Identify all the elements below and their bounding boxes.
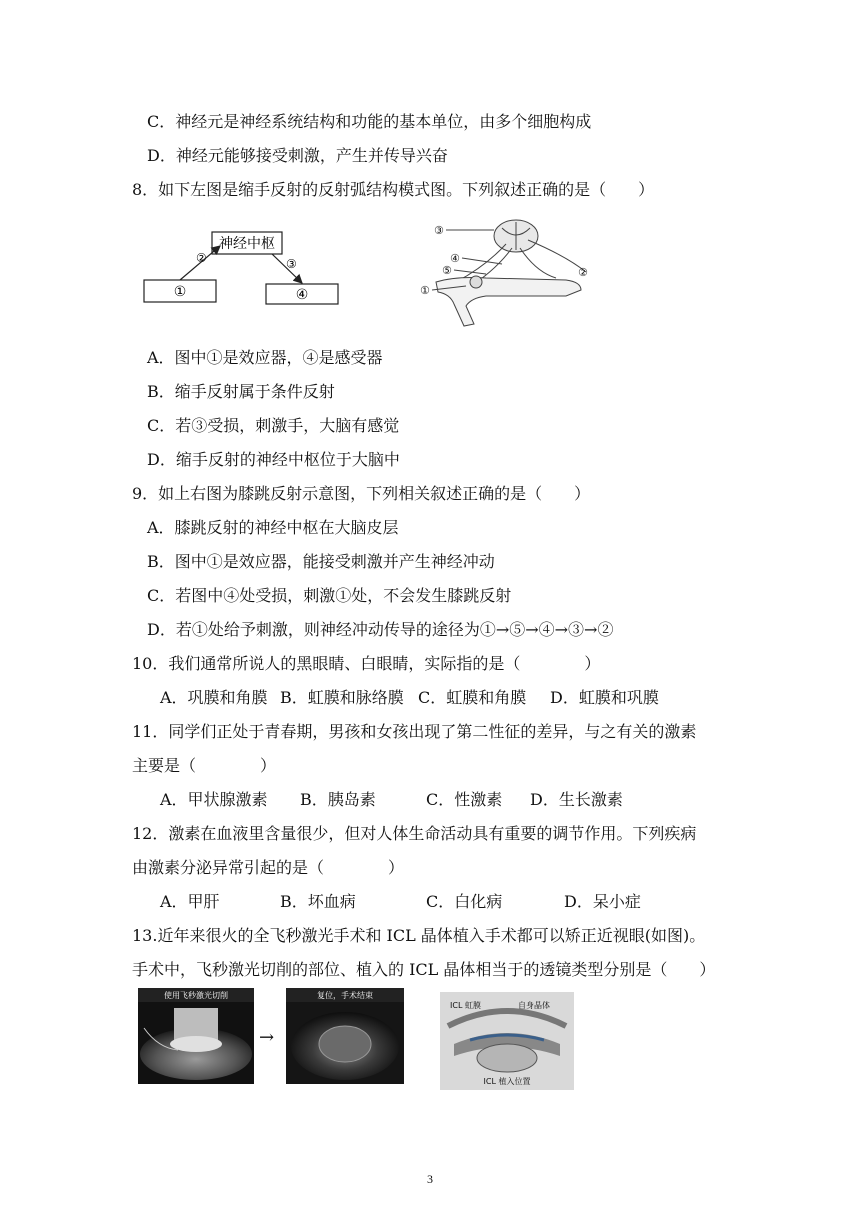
q11-options	[160, 790, 623, 810]
icl-implant-diagram	[440, 992, 574, 1090]
knee-label-3: ③	[434, 224, 444, 237]
knee-label-1: ①	[420, 284, 430, 297]
label-1: ①	[173, 284, 187, 300]
q10-option-b: B．虹膜和脉络膜	[280, 688, 404, 707]
q8-option-d: D．缩手反射的神经中枢位于大脑中	[147, 450, 400, 469]
img3-label-position: ICL 植入位置	[483, 1077, 531, 1086]
femtosecond-laser-image	[138, 988, 254, 1084]
q10-options	[160, 688, 659, 708]
q12-option-d: D．呆小症	[564, 892, 641, 911]
img2-caption: 复位，手术结束	[317, 991, 373, 1000]
reflex-arc-diagram	[140, 228, 350, 310]
q7-option-d: D．神经元能够接受刺激，产生并传导兴奋	[147, 146, 448, 165]
img3-label-iris: ICL 虹膜	[450, 1001, 481, 1010]
q8-stem: 8．如下左图是缩手反射的反射弧结构模式图。下列叙述正确的是（ ）	[132, 180, 655, 199]
q12-stem-line2: 由激素分泌异常引起的是（ ）	[132, 858, 405, 877]
q9-stem: 9．如上右图为膝跳反射示意图，下列相关叙述正确的是（ ）	[132, 484, 591, 503]
nerve-center-label: 神经中枢	[219, 236, 275, 252]
q13-stem-line1: 13.近年来很火的全飞秒激光手术和 ICL 晶体植入手术都可以矫正近视眼(如图)。	[132, 926, 706, 945]
q11-option-b: B．胰岛素	[300, 790, 376, 809]
q10-option-c: C．虹膜和角膜	[418, 688, 527, 707]
q8-option-b: B．缩手反射属于条件反射	[147, 382, 335, 401]
label-3: ③	[286, 257, 297, 271]
q8-option-a: A．图中①是效应器，④是感受器	[147, 348, 383, 367]
q10-stem: 10．我们通常所说人的黑眼睛、白眼睛，实际指的是（ ）	[132, 654, 601, 673]
q11-option-c: C．性激素	[426, 790, 503, 809]
q11-option-a: A．甲状腺激素	[160, 790, 268, 809]
knee-label-2: ②	[578, 266, 588, 279]
q12-options	[160, 892, 641, 912]
q10-option-a: A．巩膜和角膜	[160, 688, 268, 707]
img1-caption: 使用飞秒激光切削	[164, 991, 228, 1000]
q11-stem-line1: 11．同学们正处于青春期，男孩和女孩出现了第二性征的差异，与之有关的激素	[132, 722, 697, 741]
q12-option-a: A．甲肝	[160, 892, 220, 911]
q9-option-a: A．膝跳反射的神经中枢在大脑皮层	[147, 518, 399, 537]
surgery-complete-image	[286, 988, 404, 1084]
q8-option-c: C．若③受损，刺激手，大脑有感觉	[147, 416, 400, 435]
q12-stem-line1: 12．激素在血液里含量很少，但对人体生命活动具有重要的调节作用。下列疾病	[132, 824, 697, 843]
page-number: 3	[427, 1172, 433, 1186]
q9-option-b: B．图中①是效应器，能接受刺激并产生神经冲动	[147, 552, 495, 571]
q11-option-d: D．生长激素	[530, 790, 623, 809]
q12-option-b: B．坏血病	[280, 892, 356, 911]
arrow-between-images: →	[259, 1027, 275, 1048]
q11-stem-line2: 主要是（ ）	[132, 756, 277, 775]
label-2: ②	[196, 251, 207, 265]
q10-option-d: D．虹膜和巩膜	[550, 688, 659, 707]
label-4: ④	[295, 287, 309, 303]
q9-option-c: C．若图中④处受损，刺激①处，不会发生膝跳反射	[147, 586, 512, 605]
img3-label-lens: 自身晶体	[518, 1001, 550, 1010]
q9-option-d: D．若①处给予刺激，则神经冲动传导的途径为①→⑤→④→③→②	[147, 620, 614, 639]
knee-label-4: ④	[450, 252, 460, 265]
knee-label-5: ⑤	[442, 264, 452, 277]
knee-jerk-diagram	[416, 216, 606, 328]
q12-option-c: C．白化病	[426, 892, 503, 911]
q13-stem-line2: 手术中，飞秒激光切削的部位、植入的 ICL 晶体相当于的透镜类型分别是（ ）	[132, 960, 716, 979]
q7-option-c: C．神经元是神经系统结构和功能的基本单位，由多个细胞构成	[147, 112, 592, 131]
